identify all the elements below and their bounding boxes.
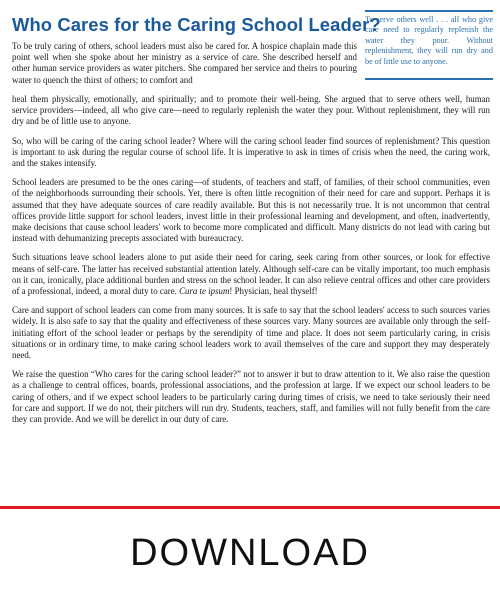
article-title: Who Cares for the Caring School Leader?: [12, 14, 381, 35]
intro-continued: heal them physically, emotionally, and spiritually; and to promote their well-being. She argued that to serve others well, human service providers—indeed, all who give care—need to regularly replenish the water they pour. Without replenishment, they will run dry and be of little use to anyone.: [12, 94, 490, 127]
body-paragraph: So, who will be caring of the caring school leader? Where will the caring school leader find sources of replenishment? This question is important to ask during the regular course of school life. It is imperative to ask in times of crisis when the need, the caring work, and the stakes intensify.: [12, 135, 490, 169]
latin-phrase: Cura te ipsum: [179, 286, 230, 297]
body-paragraph-text: Such situations leave school leaders alone to put aside their need for caring, seek caring from other sources, or look for effective means of self-care. The latter has received substantial attention lately. Although self-care can be vitally important, too much emphasis on it can, ironically, place additional burden and stress on the school leader. It can also relieve central offices and other care providers of a professional, indeed, a moral duty to care.: [12, 252, 490, 297]
body-paragraph-tail: ! Physician, heal thyself!: [229, 286, 318, 297]
body-paragraph: Care and support of school leaders can come from many sources. It is safe to say that the school leaders' access to such sources varies widely. It is also safe to say that the quality and effectiveness of these sources vary. Many sources are available only through the self-initiating effort of the school leader or perhaps by the serendipity of time and place. It does not seem particularly caring, in crisis situations or in ordinary time, to make caring school leaders work to avail themselves of the care and support they may desperately need.: [12, 305, 490, 361]
article-body: [10, 94, 490, 425]
article-header-area: [10, 10, 493, 94]
download-button[interactable]: DOWNLOAD: [0, 526, 500, 580]
intro-paragraph: To be truly caring of others, school leaders must also be cared for. A hospice chaplain made this point well when she spoke about her ministry as a service of care. She described herself and other human service providers as water pitchers. She compared her service and theirs to pouring water to quench the thirst of others; to comfort and: [12, 41, 357, 85]
red-divider: [0, 506, 500, 509]
body-paragraph: We raise the question “Who cares for the caring school leader?” not to answer it but to draw attention to it. We also raise the question as a challenge to central offices, boards, professional associations, and the profession at large. If we expect our school leaders to be caring of others, and if we expect school leaders to be particularly caring during times of crisis, we need to take seriously their need for care and support. If we do not, their pitchers will run dry. Students, teachers, staff, and families will not fully benefit from the care they can provide. And we will be derelict in our duty of care.: [12, 369, 490, 425]
pull-quote: To serve others well . . . all who give care need to regularly replenish the water they pour. Without replenishment, they will run dry and be of little use to anyone.: [365, 10, 493, 80]
body-paragraph: [12, 252, 490, 297]
body-paragraph: School leaders are presumed to be the ones caring—of students, of teachers and staff, of families, of their school communities, even of the neighborhoods surrounding their schools. Yet, there is often little recognition of their need for care and support. Perhaps it is assumed that they have adequate sources of care readily available. But this is not necessarily true. It is not uncommon that central offices provide little support for school leaders, invest little in their professional learning and development, and often, inadvertently, make decisions that cause school leaders' work to become more complicated and difficult. Many districts do not lead with caring but instead with dehumanizing precepts associated with bureaucracy.: [12, 177, 490, 244]
